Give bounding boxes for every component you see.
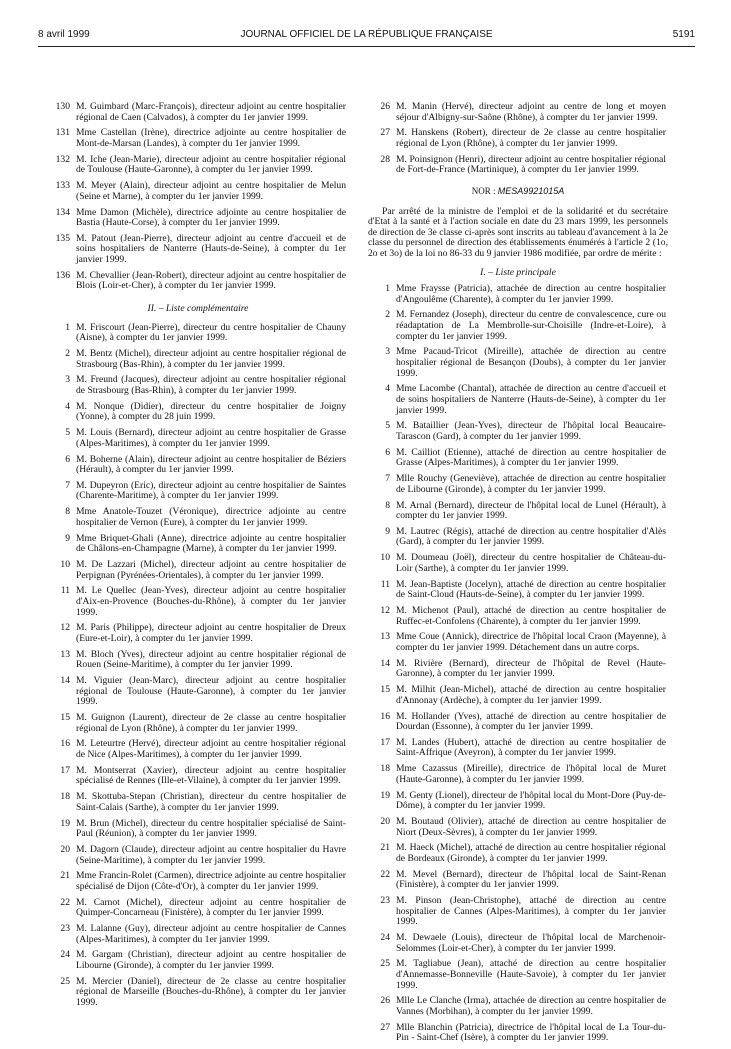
list-item [368, 870, 668, 891]
item-text: Mlle Rouchy (Geneviève), attachée de direction au centre hospitalier de Libourne (Gironde), à compter du 1er janvier 1999. [396, 473, 666, 495]
item-text: M. Dewaele (Louis), directeur de l'hôpital local de Marchenoir-Selommes (Loir-et-Cher), à compter du 1er janvier 1999. [396, 932, 666, 954]
item-number: 21 [380, 842, 390, 854]
list-item [48, 676, 348, 708]
item-text: M. Lalanne (Guy), directeur adjoint au centre hospitalier de Cannes (Alpes-Maritimes), à compter du 1er janvier 1999. [76, 923, 346, 945]
item-text: M. Hollander (Yves), attaché de direction au centre hospitalier de Dourdan (Essonne), à compter du 1er janvier 1999. [396, 710, 666, 733]
list-item [48, 623, 348, 644]
item-number: 6 [385, 446, 390, 458]
item-text: M. Hanskens (Robert), directeur de 2e classe au centre hospitalier régional de Lyon (Rhône), à compter du 1er janvier 1999. [396, 127, 666, 149]
item-text: M. Meyer (Alain), directeur adjoint au centre hospitalier de Melun (Seine et Marne), à compter du 1er janvier 1999. [76, 180, 346, 202]
item-number: 1 [65, 321, 70, 333]
item-text: Mme Castellan (Irène), directrice adjointe au centre hospitalier de Mont-de-Marsan (Landes), à compter du 1er janvier 1999. [76, 127, 346, 149]
item-number: 9 [385, 525, 390, 537]
item-text: Mlle Blanchin (Patricia), directrice de l'hôpital local de La Tour-du-Pin - Saint-Chef (Isère), à compter du 1er janvier 1999. [396, 1021, 666, 1044]
section-heading-principale: I. – Liste principale [480, 266, 556, 278]
item-text: M. Montserrat (Xavier), directeur adjoint au centre hospitalier spécialisé de Rennes (Ille-et-Vilaine), à compter du 1er janvier 1999. [76, 764, 346, 787]
item-number: 23 [60, 923, 70, 935]
list-item [368, 527, 668, 548]
list-item [368, 347, 668, 379]
list-item [368, 764, 668, 785]
item-number: 133 [55, 180, 70, 192]
list-item [368, 843, 668, 864]
item-text: Mme Fraysse (Patricia), attachée de direction au centre hospitalier d'Angoulême (Charente), à compter du 1er janvier 1999. [396, 283, 666, 305]
nor-code: MESA9921015A [497, 185, 565, 196]
item-text: M. Manin (Hervé), directeur adjoint au centre de long et moyen séjour d'Albigny-sur-Saône (Rhône), à compter du 1er janvier 1999. [396, 101, 666, 123]
item-number: 21 [60, 870, 70, 882]
item-number: 12 [60, 622, 70, 634]
item-text: M. Guignon (Laurent), directeur de 2e classe au centre hospitalier régional de Lyon (Rhône), à compter du 1er janvier 1999. [76, 712, 346, 734]
list-item [48, 481, 348, 502]
item-text: M. Bataillier (Jean-Yves), directeur de l'hôpital local Beaucaire-Tarascon (Gard), à compter du 1er janvier 1999. [396, 420, 666, 442]
item-number: 11 [380, 578, 390, 590]
header-page-number: 5191 [672, 29, 695, 40]
list-item [48, 234, 348, 266]
item-text: M. Milhit (Jean-Michel), attaché de direction au centre hospitalier d'Annonay (Ardèche), à compter du 1er janvier 1999. [396, 684, 666, 706]
item-number: 12 [380, 605, 390, 616]
list-item [48, 586, 348, 618]
item-number: 22 [60, 896, 70, 908]
item-text: Mme Briquet-Ghali (Anne), directrice adjointe au centre hospitalier de Châlons-en-Champagne (Marne), à compter du 1er janvier 1999. [76, 532, 346, 555]
list-item [48, 375, 348, 396]
list-item [368, 659, 668, 680]
item-number: 3 [385, 346, 390, 358]
item-number: 17 [60, 764, 70, 776]
item-text: M. Gargam (Christian), directeur adjoint au centre hospitalier de Libourne (Gironde), à compter du 1er janvier 1999. [76, 949, 346, 972]
list-item [48, 271, 348, 292]
page-header [38, 29, 695, 43]
list-item [368, 310, 668, 342]
item-number: 15 [380, 684, 390, 696]
item-text: M. Landes (Hubert), attaché de direction au centre hospitalier de Saint-Affrique (Aveyron), à compter du 1er janvier 1999. [396, 736, 666, 759]
list-item [48, 766, 348, 787]
item-number: 130 [55, 101, 70, 112]
item-text: M. Patout (Jean-Pierre), directeur adjoint au centre d'accueil et de soins hospitaliers de Nanterre (Hauts-de-Seine), à compter du 1er janvier 1999. [76, 232, 346, 266]
item-number: 20 [380, 816, 390, 827]
item-text: M. Skottuba-Stepan (Christian), directeur du centre hospitalier de Saint-Calais (Sarthe), à compter du 1er janvier 1999. [76, 791, 346, 813]
list-item [368, 959, 668, 991]
item-text: Mme Anatole-Touzet (Véronique), directrice adjointe au centre hospitalier de Vernon (Eure), à compter du 1er janvier 1999. [76, 506, 346, 528]
right-top-list [368, 102, 668, 176]
item-text: M. Le Quellec (Jean-Yves), directeur adjoint au centre hospitalier d'Aix-en-Provence (Bouches-du-Rhône), à compter du 1er janvier 1999. [76, 585, 346, 618]
item-text: M. Michenot (Paul), attaché de direction au centre hospitalier de Ruffec-et-Confolens (Charente), à compter du 1er janvier 1999. [396, 605, 666, 627]
list-item [48, 208, 348, 229]
item-number: 8 [65, 506, 70, 518]
item-number: 7 [385, 473, 390, 485]
item-number: 3 [65, 374, 70, 386]
list-item [48, 650, 348, 671]
item-number: 17 [380, 736, 390, 748]
item-number: 26 [380, 995, 390, 1007]
list-item [48, 507, 348, 528]
item-text: M. Chevallier (Jean-Robert), directeur adjoint au centre hospitalier de Blois (Loir-et-Cher), à compter du 1er janvier 1999. [76, 269, 346, 292]
item-number: 135 [55, 232, 70, 244]
item-number: 5 [65, 427, 70, 439]
item-number: 10 [60, 559, 70, 570]
item-number: 22 [380, 868, 390, 880]
list-item [368, 102, 668, 123]
item-number: 5 [385, 420, 390, 432]
item-text: M. Leteurtre (Hervé), directeur adjoint au centre hospitalier régional de Nice (Alpes-Maritimes), à compter du 1er janvier 1999. [76, 738, 346, 761]
item-text: M. Carnot (Michel), directeur adjoint au centre hospitalier de Quimper-Concarneau (Finistère), à compter du 1er janvier 1999. [76, 896, 346, 919]
item-number: 25 [380, 958, 390, 970]
list-item [48, 924, 348, 945]
list-item [48, 739, 348, 760]
item-text: M. Rivière (Bernard), directeur de l'hôpital de Revel (Haute-Garonne), à compter du 1er janvier 1999. [396, 657, 666, 680]
list-item [48, 402, 348, 423]
item-number: 132 [55, 153, 70, 165]
list-item [48, 560, 348, 581]
list-item [368, 448, 668, 469]
item-text: Mme Pacaud-Tricot (Mireille), attachée de direction au centre hospitalier régional de Besançon (Doubs), à compter du 1er janvier 1999. [396, 346, 666, 379]
item-text: M. Haeck (Michel), attaché de direction au centre hospitalier régional de Bordeaux (Gironde), à compter du 1er janvier 1999. [396, 842, 666, 864]
item-number: 7 [65, 479, 70, 491]
item-text: M. Mercier (Daniel), directeur de 2e classe au centre hospitalier régional de Marseille (Bouches-du-Rhône), à compter du 1er janvier 1999. [76, 975, 346, 1008]
item-text: M. Freund (Jacques), directeur adjoint au centre hospitalier régional de Strasbourg (Bas-Rhin), à compter du 1er janvier 1999. [76, 374, 346, 396]
item-text: M. Nonque (Didier), directeur du centre hospitalier de Joigny (Yonne), à compter du 28 juin 1999. [76, 400, 346, 423]
nor-label: NOR : [471, 185, 496, 196]
item-text: M. Brun (Michel), directeur du centre hospitalier spécialisé de Saint-Paul (Réunion), à compter du 1er janvier 1999. [76, 817, 346, 840]
item-text: M. Poinsignon (Henri), directeur adjoint au centre hospitalier régional de Fort-de-France (Martinique), à compter du 1er janvier 1999. [396, 153, 666, 176]
section-heading-complementaire: II. – Liste complémentaire [147, 303, 249, 315]
nor-reference [368, 186, 668, 197]
list-item [48, 792, 348, 813]
list-item [48, 349, 348, 370]
item-text: M. Dagorn (Claude), directeur adjoint au centre hospitalier du Havre (Seine-Maritime), à compter du 1er janvier 1999. [76, 843, 346, 866]
item-number: 28 [380, 153, 390, 165]
list-item [368, 474, 668, 495]
list-item [368, 933, 668, 954]
arrete-paragraph: Par arrêté de la ministre de l'emploi et de la solidarité et du secrétaire d'Etat à la santé et à l'action sociale en date du 23 mars 1999, les personnels de direction de 3e classe ci-après sont inscrits au tableau d'avancement à la 2e classe du personnel de direction des établissements énumérés à l'article 2 (1o, 2o et 3o) de la loi no 86-33 du 9 janvier 1986 modifiée, par ordre de mérite : [368, 205, 668, 259]
list-item [48, 155, 348, 176]
list-item [368, 128, 668, 149]
list-item [368, 606, 668, 627]
list-item [48, 845, 348, 866]
list-item [48, 323, 348, 344]
item-text: M. Boutaud (Olivier), attaché de direction au centre hospitalier de Niort (Deux-Sèvres), à compter du 1er janvier 1999. [396, 816, 666, 838]
list-item [368, 155, 668, 176]
list-item [368, 712, 668, 733]
item-text: M. Fernandez (Joseph), directeur du centre de convalescence, cure ou réadaptation de La Membrolle-sur-Choisille (Indre-et-Loire), à compter du 1er janvier 1999. [396, 309, 666, 342]
list-item [368, 738, 668, 759]
principal-list [368, 284, 668, 1044]
list-item [48, 871, 348, 892]
list-item [368, 791, 668, 812]
item-text: M. Bloch (Yves), directeur adjoint au centre hospitalier régional de Rouen (Seine-Maritime), à compter du 1er janvier 1999. [76, 648, 346, 671]
item-number: 26 [380, 101, 390, 112]
list-item [48, 455, 348, 476]
list-item [48, 898, 348, 919]
list-item [368, 996, 668, 1017]
item-text: M. Paris (Philippe), directeur adjoint au centre hospitalier de Dreux (Eure-et-Loir), à compter du 1er janvier 1999. [76, 622, 346, 644]
item-number: 4 [65, 400, 70, 412]
list-item [368, 421, 668, 442]
item-text: M. Friscourt (Jean-Pierre), directeur du centre hospitalier de Chauny (Aisne), à compter du 1er janvier 1999. [76, 321, 346, 344]
item-text: Mlle Le Clanche (Irma), attachée de direction au centre hospitalier de Vannes (Morbihan), à compter du 1er janvier 1999. [396, 995, 666, 1018]
item-text: M. Lautrec (Régis), attaché de direction au centre hospitalier d'Alès (Gard), à compter du 1er janvier 1999. [396, 525, 666, 548]
item-number: 18 [60, 791, 70, 803]
right-column [368, 102, 668, 1049]
list-item [48, 428, 348, 449]
list-item [368, 384, 668, 416]
list-item [368, 553, 668, 574]
item-number: 136 [55, 269, 70, 281]
item-number: 19 [60, 817, 70, 829]
item-number: 27 [380, 127, 390, 139]
item-text: M. Arnal (Bernard), directeur de l'hôpital local de Lunel (Hérault), à compter du 1er janvier 1999. [396, 499, 666, 522]
item-text: M. Mevel (Bernard), directeur de l'hôpital local de Saint-Renan (Finistère), à compter du 1er janvier 1999. [396, 868, 666, 891]
item-text: Mme Coue (Annick), directrice de l'hôpital local Craon (Mayenne), à compter du 1er janvier 1999. Détachement dans un autre corps. [396, 631, 666, 653]
item-number: 134 [55, 206, 70, 218]
item-number: 15 [60, 712, 70, 724]
item-text: M. Dupeyron (Eric), directeur adjoint au centre hospitalier de Saintes (Charente-Maritime), à compter du 1er janvier 1999. [76, 479, 346, 502]
list-item [48, 713, 348, 734]
item-number: 16 [380, 710, 390, 722]
item-text: M. Viguier (Jean-Marc), directeur adjoint au centre hospitalier régional de Toulouse (Haute-Garonne), à compter du 1er janvier 1999. [76, 675, 346, 708]
item-number: 19 [380, 789, 390, 801]
item-number: 20 [60, 843, 70, 855]
item-number: 1 [385, 283, 390, 295]
item-number: 16 [60, 738, 70, 750]
list-item [368, 284, 668, 305]
item-text: M. Genty (Lionel), directeur de l'hôpital local du Mont-Dore (Puy-de-Dôme), à compter du 1er janvier 1999. [396, 789, 666, 812]
left-column [48, 102, 348, 1014]
item-number: 24 [380, 932, 390, 944]
item-text: Mme Damon (Michèle), directrice adjointe au centre hospitalier de Bastia (Haute-Corse), à compter du 1er janvier 1999. [76, 206, 346, 229]
item-number: 13 [60, 648, 70, 660]
item-number: 9 [65, 532, 70, 544]
item-text: Mme Cazassus (Mireille), directrice de l'hôpital local de Muret (Haute-Garonne), à compter du 1er janvier 1999. [396, 763, 666, 785]
item-text: M. Guimbard (Marc-François), directeur adjoint au centre hospitalier régional de Caen (Calvados), à compter du 1er janvier 1999. [76, 101, 346, 123]
list-item [368, 501, 668, 522]
list-item [48, 128, 348, 149]
list-item [48, 102, 348, 123]
item-text: M. Louis (Bernard), directeur adjoint au centre hospitalier de Grasse (Alpes-Maritimes), à compter du 1er janvier 1999. [76, 427, 346, 449]
list-item [368, 817, 668, 838]
item-number: 6 [65, 453, 70, 465]
item-text: M. Boherne (Alain), directeur adjoint au centre hospitalier de Béziers (Hérault), à compter du 1er janvier 1999. [76, 453, 346, 476]
list-item [48, 977, 348, 1009]
header-date: 8 avril 1999 [38, 29, 90, 40]
item-number: 10 [380, 552, 390, 564]
item-text: M. Cailliot (Etienne), attaché de direction au centre hospitalier de Grasse (Alpes-Maritimes), à compter du 1er janvier 1999. [396, 446, 666, 469]
header-rule [38, 46, 695, 47]
item-text: Mme Lacombe (Chantal), attachée de direction au centre d'accueil et de soins hospitaliers de Nanterre (Hauts-de-Seine), à compter du 1er janvier 1999. [396, 383, 666, 416]
item-text: M. Doumeau (Joël), directeur du centre hospitalier de Château-du-Loir (Sarthe), à compter du 1er janvier 1999. [396, 552, 666, 574]
item-number: 4 [385, 383, 390, 395]
list-item [368, 896, 668, 928]
list-item [48, 950, 348, 971]
item-text: M. Bentz (Michel), directeur adjoint au centre hospitalier régional de Strasbourg (Bas-Rhin), à compter du 1er janvier 1999. [76, 348, 346, 370]
list-item [368, 632, 668, 653]
complementary-list [48, 323, 348, 1009]
item-text: Mme Francin-Rolet (Carmen), directrice adjointe au centre hospitalier spécialisé de Dijon (Côte-d'Or), à compter du 1er janvier 1999. [76, 870, 346, 892]
item-number: 23 [380, 895, 390, 907]
list-item [368, 685, 668, 706]
list-item [48, 819, 348, 840]
item-text: M. De Lazzari (Michel), directeur adjoint au centre hospitalier de Perpignan (Pyrénées-Orientales), à compter du 1er janvier 1999. [76, 559, 346, 581]
header-title: JOURNAL OFFICIEL DE LA RÉPUBLIQUE FRANÇAISE [240, 29, 493, 40]
list-item [48, 181, 348, 202]
item-number: 2 [65, 348, 70, 359]
item-number: 131 [55, 127, 70, 139]
item-number: 2 [385, 309, 390, 321]
item-number: 18 [380, 763, 390, 775]
list-item [368, 580, 668, 601]
item-text: M. Iche (Jean-Marie), directeur adjoint au centre hospitalier régional de Toulouse (Haute-Garonne), à compter du 1er janvier 1999. [76, 153, 346, 176]
item-text: M. Pinson (Jean-Christophe), attaché de direction au centre hospitalier de Cannes (Alpes-Maritimes), à compter du 1er janvier 1999. [396, 895, 666, 928]
item-number: 8 [385, 499, 390, 511]
item-text: M. Jean-Baptiste (Jocelyn), attaché de direction au centre hospitalier de Saint-Cloud (Hauts-de-Seine), à compter du 1er janvier 1999. [396, 578, 666, 601]
item-number: 14 [60, 675, 70, 687]
list-item [368, 1023, 668, 1044]
item-text: M. Tagliabue (Jean), attaché de direction au centre hospitalier d'Annemasse-Bonneville (Haute-Savoie), à compter du 1er janvier 1999. [396, 958, 666, 991]
item-number: 27 [380, 1021, 390, 1033]
item-number: 14 [380, 657, 390, 669]
item-number: 13 [380, 631, 390, 643]
item-number: 24 [60, 949, 70, 961]
item-number: 11 [60, 585, 70, 597]
item-number: 25 [60, 975, 70, 987]
list-item [48, 534, 348, 555]
left-top-list [48, 102, 348, 292]
